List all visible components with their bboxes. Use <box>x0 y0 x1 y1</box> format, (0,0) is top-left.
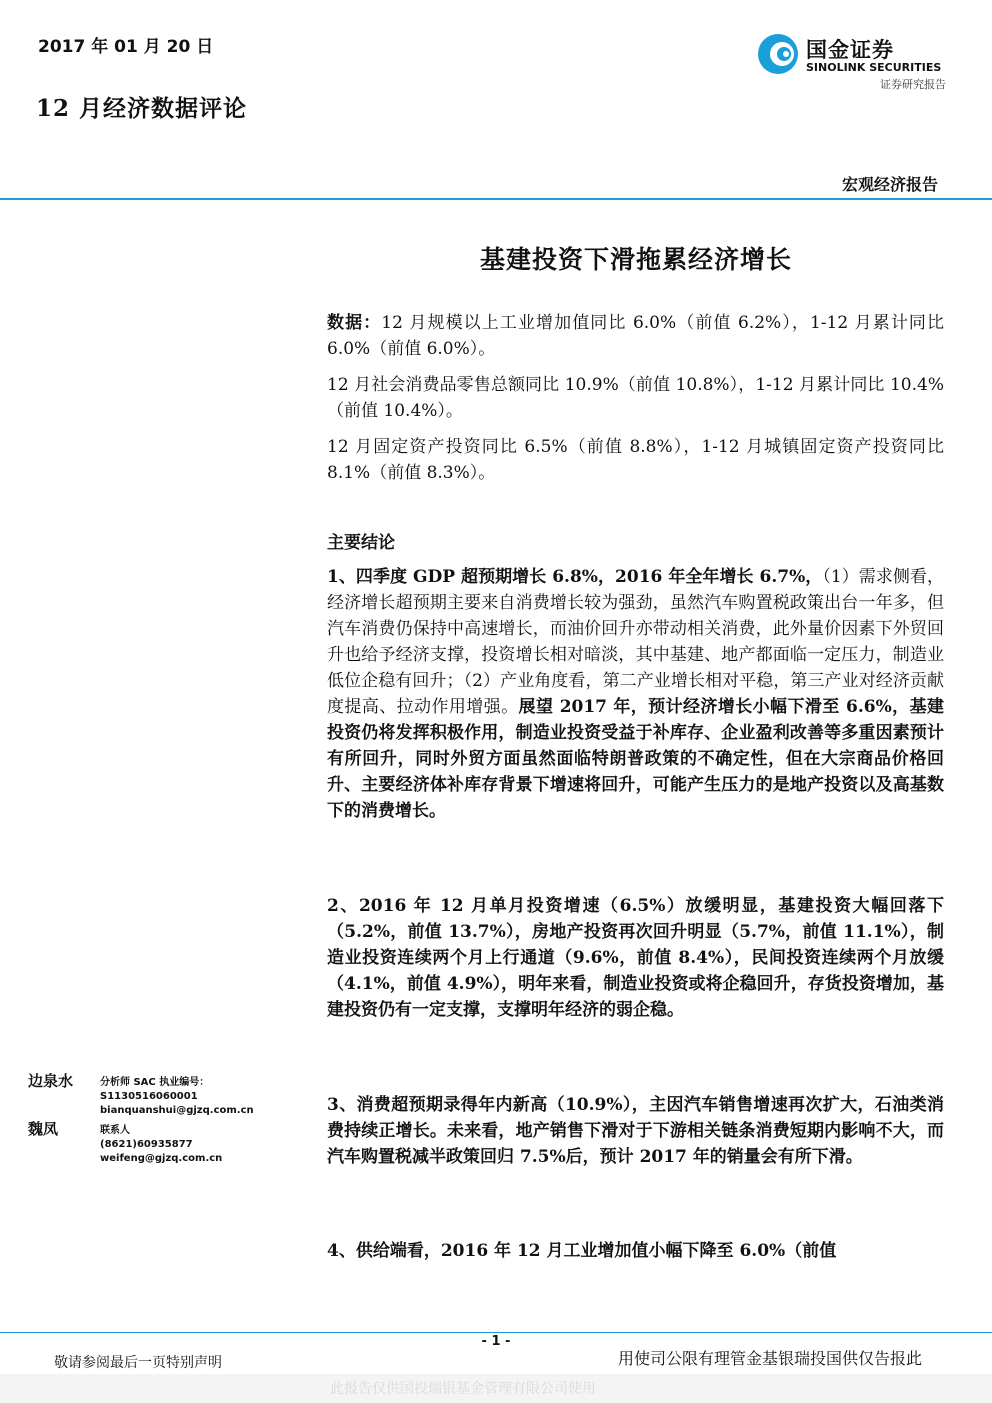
headline: 基建投资下滑拖累经济增长 <box>479 245 792 274</box>
analyst-details <box>100 1124 222 1166</box>
header-divider <box>0 198 992 200</box>
conclusion-1-outlook: 展望 2017 年，预计经济增长小幅下滑至 6.6%，基建投资仍将发挥积极作用，制造业投资受益于补库存、企业盈利改善等多重因素预计有所回升，同时外贸方面虽然面临特朗普政策的不确定性，但在大宗商品价格回升、主要经济体补库存背景下增速将回升，可能产生压力的是地产投资以及高基数下的消费增长。 <box>327 697 944 821</box>
sinolink-logo-icon <box>756 32 800 76</box>
analyst-1 <box>28 1070 254 1116</box>
analyst-email[interactable]: bianquanshui@gjzq.com.cn <box>100 1105 254 1116</box>
conclusion-1-lead: 1、四季度 GDP 超预期增长 6.8%，2016 年全年增长 6.7%， <box>327 567 823 587</box>
analyst-phone: (8621)60935877 <box>100 1139 193 1150</box>
analyst-2 <box>28 1118 223 1164</box>
conclusion-1 <box>327 564 944 824</box>
logo-subtitle: 证券研究报告 <box>880 78 946 91</box>
conclusions-heading: 主要结论 <box>327 533 395 553</box>
report-date: 2017 年 01 月 20 日 <box>38 37 214 57</box>
conclusion-1-body: （1）需求侧看，经济增长超预期主要来自消费增长较为强劲，虽然汽车购置税政策出台一年多，但汽车消费仍保持中高速增长，而油价回升亦带动相关消费，此外量价因素下外贸回升也给予经济支撑，投资增长相对暗淡，其中基建、地产都面临一定压力，制造业低位企稳有回升；（2）产业角度看，第二产业增长相对平稳，第三产业对经济贡献度提高、拉动作用增强。 <box>327 567 944 717</box>
report-series-title: 12 月经济数据评论 <box>36 95 248 122</box>
usage-note: 用使司公限有理管金基银瑞投国供仅告报此 <box>618 1349 923 1368</box>
watermark: 此报告仅供国投瑞银基金管理有限公司使用 <box>330 1381 596 1397</box>
analyst-name: 边泉水 <box>28 1072 74 1090</box>
data-label: 数据： <box>327 313 382 333</box>
analyst-sac-number: 分析师 SAC 执业编号：S1130516060001 <box>100 1077 210 1102</box>
data-paragraph-1 <box>327 310 944 362</box>
analyst-details <box>100 1076 254 1118</box>
logo-chinese-name: 国金证券 <box>806 38 894 62</box>
logo-english-name: SINOLINK SECURITIES <box>806 61 942 74</box>
report-category: 宏观经济报告 <box>841 175 938 194</box>
data-paragraph-3: 12 月固定资产投资同比 6.5%（前值 8.8%），1-12 月城镇固定资产投资同比 8.1%（前值 8.3%）。 <box>327 437 944 483</box>
disclaimer-note: 敬请参阅最后一页特别声明 <box>54 1355 222 1371</box>
analyst-email[interactable]: weifeng@gjzq.com.cn <box>100 1153 223 1164</box>
footer-divider <box>0 1332 992 1333</box>
conclusion-2: 2、2016 年 12 月单月投资增速（6.5%）放缓明显，基建投资大幅回落下（5.2%，前值 13.7%），房地产投资再次回升明显（5.7%，前值 11.1%），制造业投资连续两个月上行通道（9.6%，前值 8.4%），民间投资连续两个月放缓（4.1%，前值 4.9%），明年来看，制造业投资或将企稳回升，存货投资增加，基建投资仍有一定支撑，支撑明年经济的弱企稳。 <box>327 896 944 1020</box>
data-text-1: 12 月规模以上工业增加值同比 6.0%（前值 6.2%），1-12 月累计同比 6.0%（前值 6.0%）。 <box>327 313 945 359</box>
conclusion-3: 3、消费超预期录得年内新高（10.9%），主因汽车销售增速再次扩大，石油类消费持续正增长。未来看，地产销售下滑对于下游相关链条消费短期内影响不大，而汽车购置税减半政策回归 7.5%后，预计 2017 年的销量会有所下滑。 <box>327 1095 944 1167</box>
data-paragraph-2: 12 月社会消费品零售总额同比 10.9%（前值 10.8%），1-12 月累计同比 10.4%（前值 10.4%）。 <box>327 375 944 421</box>
page-number: - 1 - <box>481 1334 511 1349</box>
conclusion-4: 4、供给端看，2016 年 12 月工业增加值小幅下降至 6.0%（前值 <box>327 1241 837 1261</box>
analyst-role: 联系人 <box>100 1125 130 1136</box>
analyst-name: 魏凤 <box>28 1120 59 1138</box>
company-logo <box>756 30 946 92</box>
